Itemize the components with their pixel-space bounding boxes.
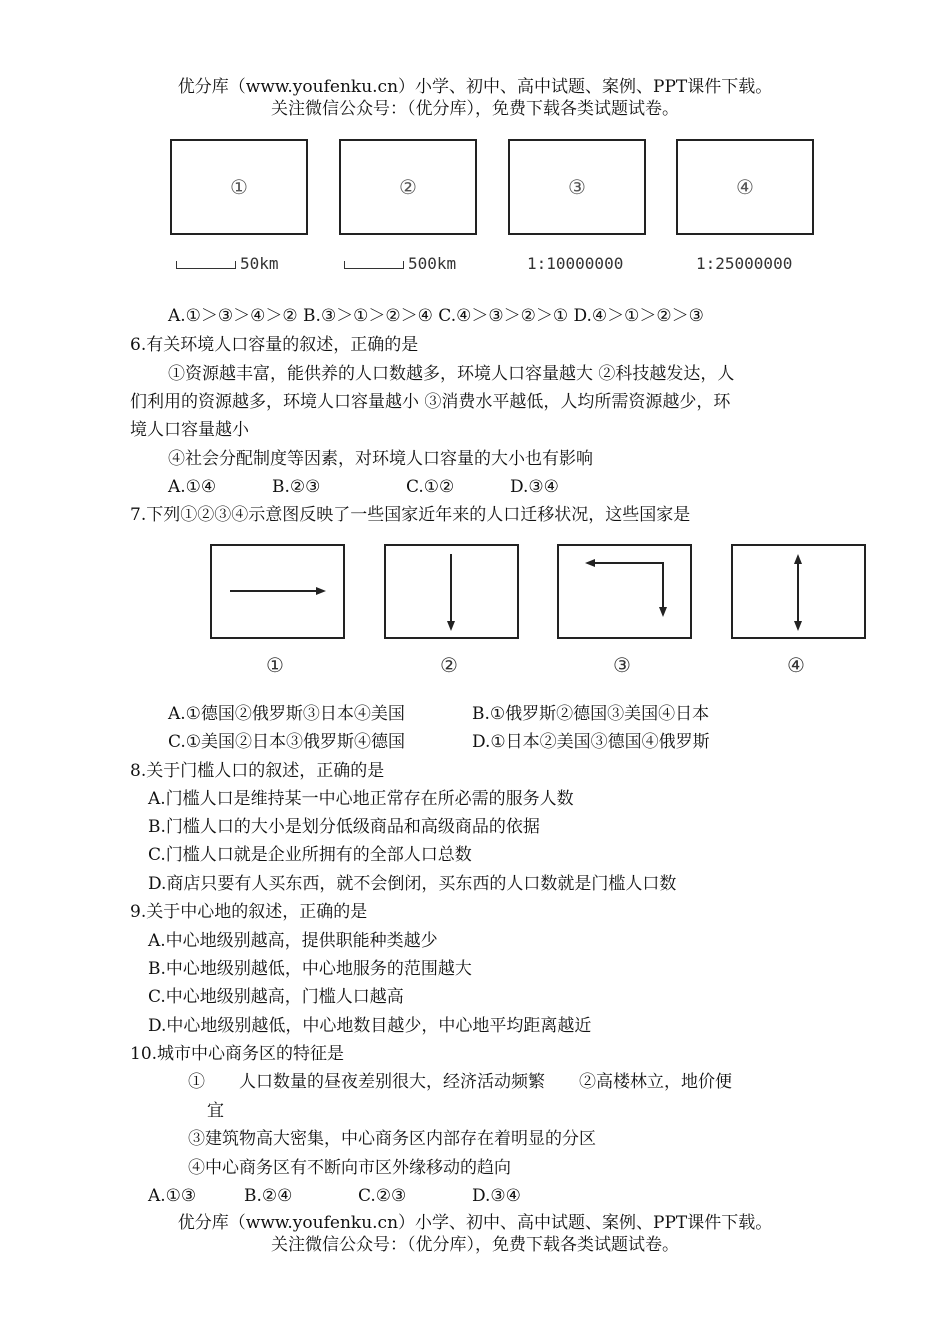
diagram-label-4: ④ [787,653,805,677]
q10-statement-4: ④中心商务区有不断向市区外缘移动的趋向 [188,1158,511,1178]
q6-text-line: ①资源越丰富，能供养的人口数越多，环境人口容量越大 ②科技越发达，人 [168,364,735,384]
q10-option-d: D.③④ [472,1186,521,1206]
q8-option-a: A.门槛人口是维持某一中心地正常存在所必需的服务人数 [148,789,574,809]
q10-statement-3: ③建筑物高大密集，中心商务区内部存在着明显的分区 [188,1129,596,1149]
header-line-1: 优分库（www.youfenku.cn）小学、初中、高中试题、案例、PPT课件下载。 [177,77,773,97]
q7-option-c: C.①美国②日本③俄罗斯④德国 [168,732,406,752]
q9-option-a: A.中心地级别越高，提供职能种类越少 [148,931,438,951]
q6-option-b: B.②③ [272,477,321,497]
arrowhead-left-icon [585,559,595,567]
diagram-frame [558,545,691,638]
diagram-label-1: ① [266,653,284,677]
map-box-label: ② [399,175,417,199]
q8-option-c: C.门槛人口就是企业所拥有的全部人口总数 [148,845,472,865]
migration-diagram-2 [384,544,519,639]
q7-option-d: D.①日本②美国③德国④俄罗斯 [472,732,710,752]
q9-option-c: C.中心地级别越高，门槛人口越高 [148,987,404,1007]
arrow-path [590,563,663,612]
diagram-label-3: ③ [613,653,631,677]
q10-statement-1: ① 人口数量的昼夜差别很大，经济活动频繁 ②高楼林立，地价便 [188,1072,732,1092]
q9-option-b: B.中心地级别越低，中心地服务的范围越大 [148,959,472,979]
q6-text-line: ④社会分配制度等因素，对环境人口容量的大小也有影响 [168,449,593,469]
footer-line-1: 优分库（www.youfenku.cn）小学、初中、高中试题、案例、PPT课件下载。 [177,1213,773,1233]
map-box-4 [676,139,814,235]
q10-statement-1-cont: 宜 [207,1101,224,1121]
arrowhead-down-icon [659,607,667,617]
scale-bar-2 [344,261,404,269]
q6-option-c: C.①② [406,477,455,497]
scale-bar-1 [176,261,236,269]
q10-stem: 10.城市中心商务区的特征是 [130,1044,345,1064]
q6-stem: 6.有关环境人口容量的叙述，正确的是 [130,335,419,355]
map-box-label: ③ [568,175,586,199]
q6-text-line: 境人口容量越小 [130,420,249,440]
scale-text-4: 1:25000000 [696,254,793,273]
q6-option-d: D.③④ [510,477,559,497]
footer-line-2: 关注微信公众号：（优分库），免费下载各类试题试卷。 [271,1235,679,1255]
arrowhead-up-icon [794,554,802,564]
q7-option-b: B.①俄罗斯②德国③美国④日本 [472,704,710,724]
header-line-2: 关注微信公众号：（优分库），免费下载各类试题试卷。 [271,99,679,119]
scale-text-3: 1:10000000 [527,254,624,273]
q9-option-d: D.中心地级别越低，中心地数目越少，中心地平均距离越近 [148,1016,592,1036]
scale-text-1: 50km [240,254,279,273]
map-box-1 [170,139,308,235]
migration-diagram-4 [731,544,866,639]
migration-diagram-3 [557,544,692,639]
q5-options: A.①＞③＞④＞② B.③＞①＞②＞④ C.④＞③＞②＞① D.④＞①＞②＞③ [168,306,704,326]
map-box-3 [508,139,646,235]
migration-diagram-1 [210,544,345,639]
map-box-2 [339,139,477,235]
q10-option-a: A.①③ [148,1186,197,1206]
scale-text-2: 500km [408,254,457,273]
q8-option-b: B.门槛人口的大小是划分低级商品和高级商品的依据 [148,817,540,837]
q8-option-d: D.商店只要有人买东西，就不会倒闭，买东西的人口数就是门槛人口数 [148,874,677,894]
q9-stem: 9.关于中心地的叙述，正确的是 [130,902,368,922]
q7-stem: 7.下列①②③④示意图反映了一些国家近年来的人口迁移状况，这些国家是 [130,505,691,525]
map-box-label: ④ [736,175,754,199]
map-box-label: ① [230,175,248,199]
diagram-label-2: ② [440,653,458,677]
arrowhead-icon [447,621,455,631]
q10-option-c: C.②③ [358,1186,407,1206]
q7-option-a: A.①德国②俄罗斯③日本④美国 [168,704,405,724]
arrowhead-down-icon [794,621,802,631]
q6-text-line: 们利用的资源越多，环境人口容量越小 ③消费水平越低，人均所需资源越少，环 [130,392,731,412]
q6-option-a: A.①④ [168,477,217,497]
q8-stem: 8.关于门槛人口的叙述，正确的是 [130,761,385,781]
arrowhead-icon [316,587,326,595]
q10-option-b: B.②④ [244,1186,293,1206]
